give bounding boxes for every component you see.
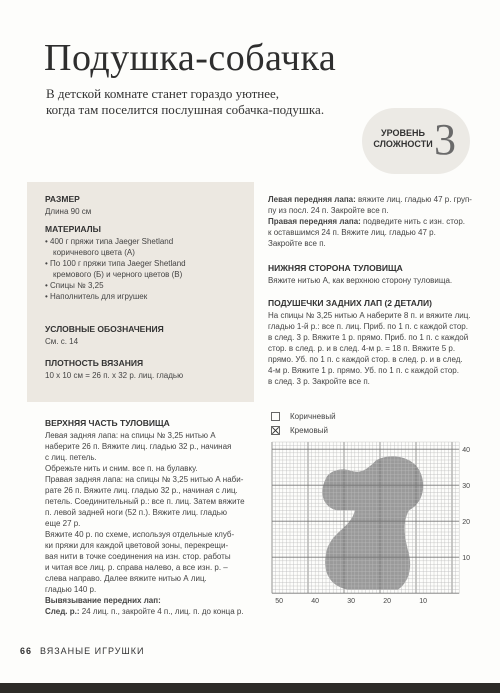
materials-item: • По 100 г пряжи типа Jaeger Shetland xyxy=(45,259,186,268)
page-number: 66 xyxy=(20,646,33,656)
text-line: слева направо. Далее вяжите нитью А лиц. xyxy=(45,574,207,583)
text-line: Обрежьте нить и сним. все п. на булавку. xyxy=(45,464,198,473)
knitting-chart-svg xyxy=(270,440,492,628)
legend-brown xyxy=(271,412,336,421)
x-tick-label: 10 xyxy=(419,598,427,606)
book-title: ВЯЗАНЫЕ ИГРУШКИ xyxy=(40,646,145,656)
text-line: гладью 140 р. xyxy=(45,585,97,594)
intro-line: когда там поселится послушная собачка-подушка. xyxy=(46,102,325,117)
text-line: На спицы № 3,25 нитью А наберите 8 п. и вяжите лиц. xyxy=(268,311,471,320)
legend-cream-label: Кремовый xyxy=(290,426,328,435)
size-text: Длина 90 см xyxy=(45,207,92,216)
y-tick-label: 20 xyxy=(462,519,470,527)
pads-section xyxy=(268,298,471,387)
text-line: 4-м р. Вяжите 1 р. прямо. Уб. по 1 п. с каждой стор. xyxy=(268,366,459,375)
text-line: стор. в след. р. и в след. 4-м р. = 18 п. Вяжите 5 р. xyxy=(268,344,456,353)
legend-cream xyxy=(271,426,328,435)
text-line: вая нити в точке соединения на изн. стор. работы xyxy=(45,552,231,561)
text-line: Правая задняя лапа: на спицы № 3,25 нитью А наби- xyxy=(45,475,244,484)
y-tick-label: 40 xyxy=(462,447,470,455)
x-tick-label: 20 xyxy=(383,598,391,606)
left-front-leg-label: Левая передняя лапа: xyxy=(268,195,356,204)
left-front-leg-text: пу из посл. 24 п. Закройте все п. xyxy=(268,206,389,215)
pads-text xyxy=(268,310,471,387)
text-line: в след. 3 р. Закройте все п. xyxy=(268,377,370,386)
materials-item: коричневого цвета (А) xyxy=(53,248,135,257)
lower-body-text: Вяжите нитью А, как верхнюю сторону туловища. xyxy=(268,276,453,285)
front-legs-heading: Вывязывание передних лап: xyxy=(45,596,161,605)
empty-square-icon xyxy=(271,412,280,421)
text-line: и читая все лиц. р. справа налево, а все изн. р. – xyxy=(45,563,228,572)
pads-heading: ПОДУШЕЧКИ ЗАДНИХ ЛАП (2 ДЕТАЛИ) xyxy=(268,298,432,308)
upper-body-section xyxy=(45,418,245,617)
y-tick-label: 10 xyxy=(462,555,470,563)
materials-item: • Наполнитель для игрушек xyxy=(45,292,148,301)
right-front-leg-text: к оставшимся 24 п. Вяжите лиц. гладью 47 р. xyxy=(268,228,436,237)
text-line: ки пряжи для каждой цветовой зоны, перекрещи- xyxy=(45,541,229,550)
symbols-section xyxy=(45,324,164,347)
intro-text xyxy=(46,86,324,118)
materials-heading: МАТЕРИАЛЫ xyxy=(45,224,101,234)
footer-bar xyxy=(0,683,500,693)
text-line: в след. 3 р. Вяжите 1 р. прямо. Приб. по 1 п. с каждой xyxy=(268,333,469,342)
text-line: наберите 26 п. Вяжите лиц. гладью 32 р., начиная xyxy=(45,442,232,451)
right-front-leg-label: Правая передняя лапа: xyxy=(268,217,361,226)
right-front-leg-text: Закройте все п. xyxy=(268,239,326,248)
x-tick-label: 40 xyxy=(311,598,319,606)
knitting-chart xyxy=(270,440,492,633)
row-label: След. р.: xyxy=(45,607,80,616)
density-section xyxy=(45,358,183,381)
text-line: с лиц. петель. xyxy=(45,453,97,462)
text-line: п. левой задней ноги (52 п.). Вяжите лиц. гладью xyxy=(45,508,227,517)
y-tick-label: 30 xyxy=(462,483,470,491)
size-section xyxy=(45,194,91,217)
page-title: Подушка-собачка xyxy=(44,37,337,79)
lower-body-heading: НИЖНЯЯ СТОРОНА ТУЛОВИЩА xyxy=(268,263,403,273)
cross-square-icon xyxy=(271,426,280,435)
right-front-leg-text: подведите нить с изн. стор. xyxy=(360,217,465,226)
left-front-leg-text: вяжите лиц. гладью 47 р. груп- xyxy=(355,195,472,204)
size-heading: РАЗМЕР xyxy=(45,194,80,204)
difficulty-label xyxy=(372,128,434,150)
difficulty-label-line: УРОВЕНЬ xyxy=(381,128,425,138)
front-legs-section xyxy=(268,194,472,249)
text-line: петель. Соединительный р.: все п. лиц. Затем вяжите xyxy=(45,497,245,506)
intro-line: В детской комнате станет гораздо уютнее, xyxy=(46,86,280,101)
difficulty-badge xyxy=(362,108,470,174)
text-line: прямо. Уб. по 1 п. с каждой стор. в след. р. и в след. xyxy=(268,355,463,364)
symbols-text: См. с. 14 xyxy=(45,337,79,346)
density-text: 10 х 10 см = 26 п. х 32 р. лиц. гладью xyxy=(45,371,184,380)
difficulty-label-line: СЛОЖНОСТИ xyxy=(373,139,433,149)
x-tick-label: 50 xyxy=(275,598,283,606)
x-tick-label: 30 xyxy=(347,598,355,606)
legend-brown-label: Коричневый xyxy=(290,412,336,421)
upper-body-last-line xyxy=(45,606,245,617)
text-line: Левая задняя лапа: на спицы № 3,25 нитью А xyxy=(45,431,216,440)
text-line: Вяжите 40 р. по схеме, используя отдельные клуб- xyxy=(45,530,235,539)
upper-body-text xyxy=(45,430,245,595)
upper-body-heading: ВЕРХНЯЯ ЧАСТЬ ТУЛОВИЩА xyxy=(45,418,170,428)
text-line: гладью 1-й р.: все п. лиц. Приб. по 1 п. с каждой стор. xyxy=(268,322,468,331)
materials-item: • 400 г пряжи типа Jaeger Shetland xyxy=(45,237,174,246)
lower-body-section xyxy=(268,263,452,286)
materials-section xyxy=(45,224,186,302)
symbols-heading: УСЛОВНЫЕ ОБОЗНАЧЕНИЯ xyxy=(45,324,164,334)
density-heading: ПЛОТНОСТЬ ВЯЗАНИЯ xyxy=(45,358,144,368)
materials-item: • Спицы № 3,25 xyxy=(45,281,104,290)
materials-list xyxy=(45,236,186,302)
footer xyxy=(20,646,144,656)
text-line: рате 26 п. Вяжите лиц. гладью 32 р., начиная с лиц. xyxy=(45,486,238,495)
difficulty-number: 3 xyxy=(434,115,456,164)
text-line: еще 27 р. xyxy=(45,519,81,528)
row-text: 24 лиц. п., закройте 4 п., лиц. п. до конца р. xyxy=(79,607,244,616)
materials-item: кремового (Б) и черного цветов (В) xyxy=(53,270,183,279)
